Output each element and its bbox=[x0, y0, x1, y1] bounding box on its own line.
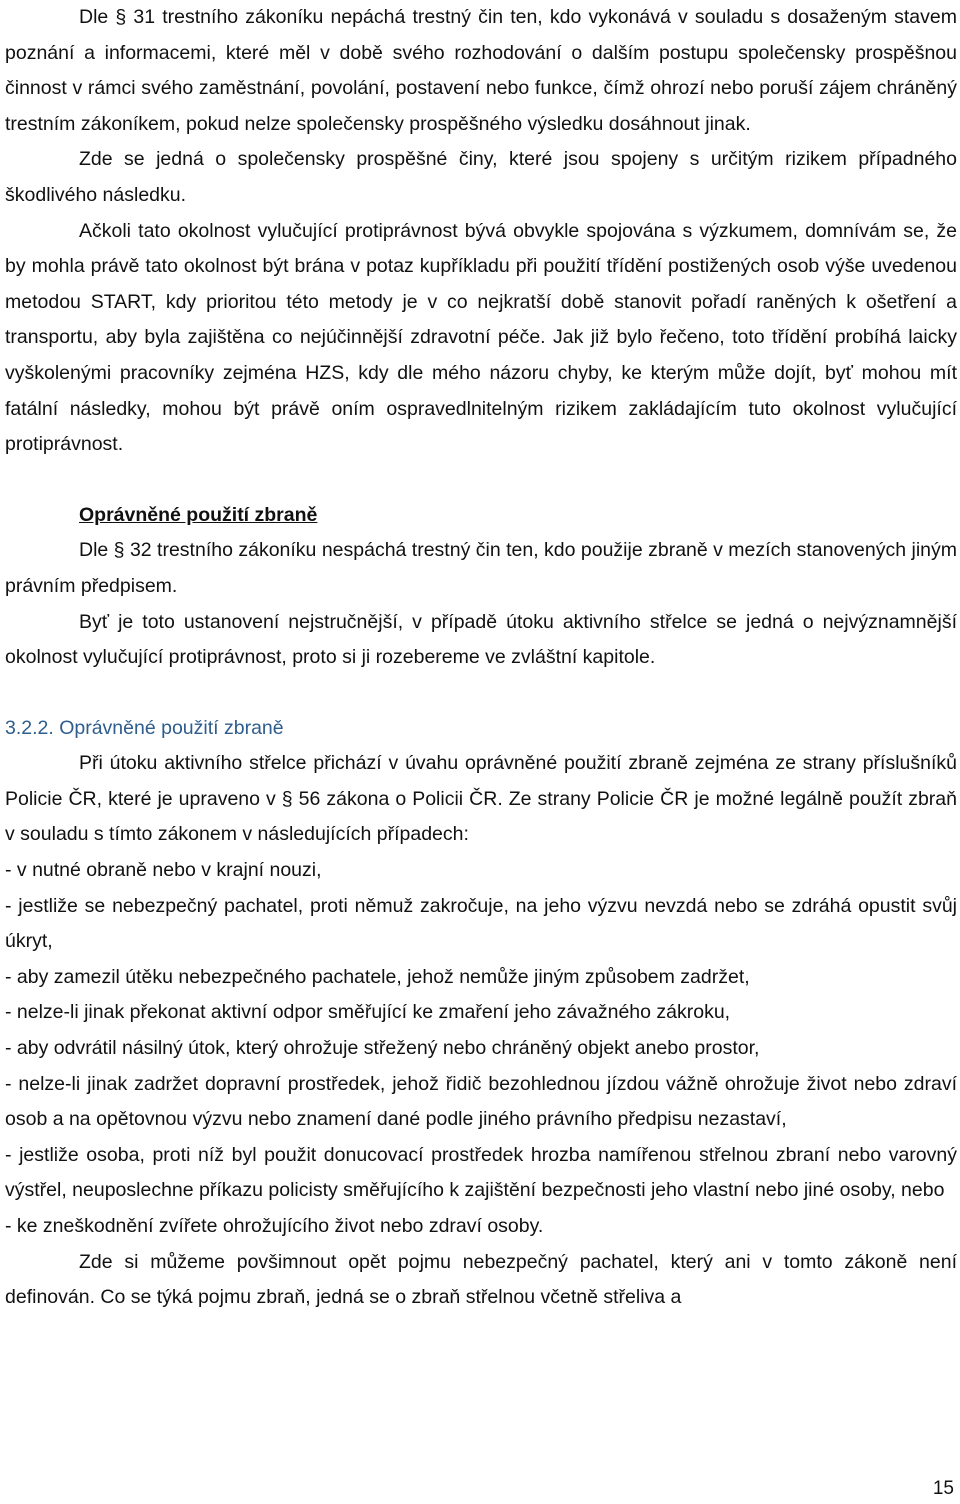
document-page bbox=[5, 0, 957, 1316]
paragraph-closing: Zde si můžeme povšimnout opět pojmu nebezpečný pachatel, který ani v tomto zákoně není definován. Co se týká pojmu zbraň, jedná se o zbraň střelnou včetně střeliva a bbox=[5, 1250, 957, 1309]
list-item: - aby zamezil útěku nebezpečného pachatele, jehož nemůže jiným způsobem zadržet, bbox=[5, 965, 750, 988]
list-item: - jestliže se nebezpečný pachatel, proti němuž zakročuje, na jeho výzvu nevzdá nebo se zdráhá opustit svůj úkryt, bbox=[5, 894, 957, 953]
subheading-weapon-use: Oprávněné použití zbraně bbox=[79, 503, 318, 526]
page-number: 15 bbox=[932, 1478, 954, 1499]
paragraph-police-intro: Při útoku aktivního střelce přichází v úvahu oprávněné použití zbraně zejména ze strany příslušníků Policie ČR, které je upraveno v § 56 zákona o Policii ČR. Ze strany Policie ČR je možné legálně použít zbraň v souladu s tímto zákonem v následujících případech: bbox=[5, 752, 957, 846]
paragraph-risk-note: Zde se jedná o společensky prospěšné činy, které jsou spojeny s určitým rizikem případného škodlivého následku. bbox=[5, 148, 957, 206]
section-heading: 3.2.2. Oprávněné použití zbraně bbox=[5, 716, 284, 739]
paragraph-shortest-provision: Byť je toto ustanovení nejstručnější, v případě útoku aktivního střelce se jedná o nejvýznamnější okolnost vylučující protiprávnost, proto si ji rozebereme ve zvláštní kapitole. bbox=[5, 610, 957, 669]
list-item: - nelze-li jinak zadržet dopravní prostředek, jehož řidič bezohlednou jízdou vážně ohrožuje život nebo zdraví osob a na opětovnou výzvu nebo znamení dané podle jiného právního předpisu nezastaví, bbox=[5, 1072, 957, 1131]
spacer bbox=[5, 676, 957, 711]
paragraph-section-31: Dle § 31 trestního zákoníku nepáchá trestný čin ten, kdo vykonává v souladu s dosaženým stavem poznání a informacemi, které měl v době svého rozhodování o dalším postupu společensky prospěšnou činnost v rámci svého zaměstnání, povolání, postavení nebo funkce, čímž ohrozí nebo poruší zájem chráněný trestním zákoníkem, pokud nelze společensky prospěšného výsledku dosáhnout jinak. bbox=[5, 6, 957, 135]
list-item: - aby odvrátil násilný útok, který ohrožuje střežený nebo chráněný objekt anebo prostor, bbox=[5, 1037, 760, 1060]
legal-cases-list bbox=[5, 853, 957, 1245]
list-item: - v nutné obraně nebo v krajní nouzi, bbox=[5, 859, 322, 882]
list-item: - nelze-li jinak překonat aktivní odpor směřující ke zmaření jeho závažného zákroku, bbox=[5, 1001, 731, 1024]
paragraph-start-method: Ačkoli tato okolnost vylučující protiprávnost bývá obvykle spojována s výzkumem, domnívám se, že by mohla právě tato okolnost být brána v potaz kupříkladu při použití třídění postižených osob výše uvedenou metodou START, kdy prioritou této metody je v co nejkratší době stanovit pořadí raněných k ošetření a transportu, aby byla zajištěna co nejúčinnější zdravotní péče. Jak již bylo řečeno, toto třídění probíhá laicky vyškolenými pracovníky zejména HZS, kdy dle mého názoru chyby, ke kterým může dojít, byť mohou mít fatální následky, mohou být právě oním ospravedlnitelným rizikem zakládajícím tuto okolnost vylučující protiprávnost. bbox=[5, 219, 957, 456]
paragraph-section-32: Dle § 32 trestního zákoníku nespáchá trestný čin ten, kdo použije zbraně v mezích stanovených jiným právním předpisem. bbox=[5, 539, 957, 597]
list-item: - ke zneškodnění zvířete ohrožujícího život nebo zdraví osoby. bbox=[5, 1215, 544, 1237]
spacer bbox=[5, 463, 957, 498]
list-item: - jestliže osoba, proti níž byl použit donucovací prostředek hrozba namířenou střelnou zbraní nebo varovný výstřel, neuposlechne příkazu policisty směřujícího k zajištění bezpečnosti jeho vlastní nebo jiné osoby, nebo bbox=[5, 1143, 957, 1202]
